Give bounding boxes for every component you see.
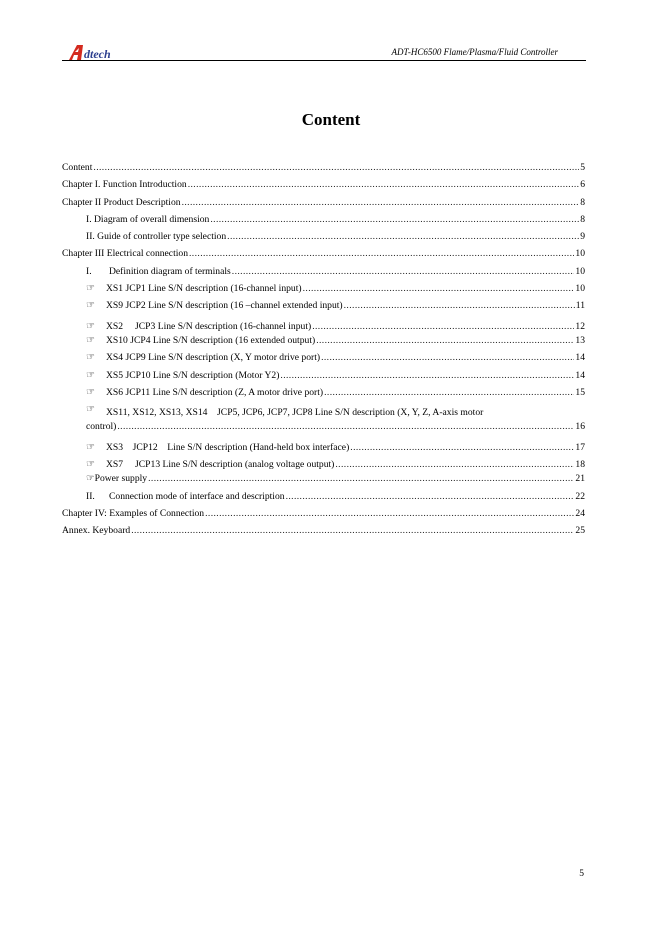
roman-numeral: II. [86,490,95,502]
toc-entry[interactable]: ☞ XS9 JCP2 Line S/N description (16 –channel extended input) ..... 11 [62,300,585,317]
pointing-hand-icon: ☞ [86,320,95,332]
pointing-hand-icon: ☞ [86,283,95,295]
pointing-hand-icon: ☞ [86,441,95,453]
page-number: 5 [579,869,584,879]
toc-entry-wrapped[interactable]: ☞ XS11, XS12, XS13, XS14 JCP5, JCP6, JCP7, JCP8 Line S/N description (X, Y, Z, A-axis motor [86,404,484,419]
toc-entry[interactable]: II. Guide of controller type selection ..... 9 [62,231,585,248]
toc-entry[interactable]: I. Definition diagram of terminals ..... 10 [62,266,585,283]
header-rule [62,60,586,61]
adtech-logo [67,42,137,62]
toc-entry[interactable]: ☞ XS1 JCP1 Line S/N description (16-channel input) ..... 10 [62,283,585,300]
pointing-hand-icon: ☞ [86,386,95,398]
svg-text:dtech: dtech [84,47,111,61]
toc-entry[interactable]: ☞ XS3 JCP12 Line S/N description (Hand-held box interface) ..... 17 [62,439,585,456]
pointing-hand-icon: ☞ [86,352,95,364]
table-of-contents [62,162,585,543]
pointing-hand-icon: ☞ [86,369,95,381]
toc-entry[interactable]: ☞ XS2 JCP3 Line S/N description (16-channel input) ..... 12 [62,318,585,335]
pointing-hand-icon: ☞ [86,404,95,416]
toc-entry[interactable]: Annex. Keyboard ..... 25 [62,525,585,542]
toc-entry[interactable]: ☞ XS6 JCP11 Line S/N description (Z, A motor drive port) ..... 15 [62,387,585,404]
document-title: ADT-HC6500 Flame/Plasma/Fluid Controller [391,47,558,57]
toc-entry[interactable]: ☞ XS7 JCP13 Line S/N description (analog voltage output) ..... 18 [62,456,585,473]
page-title: Content [301,110,361,129]
toc-entry[interactable]: ☞Power supply ..... 21 [62,473,585,490]
roman-numeral: I. [86,265,92,277]
toc-entry[interactable]: ☞ XS5 JCP10 Line S/N description (Motor Y2) ..... 14 [62,370,585,387]
toc-entry[interactable]: Chapter II Product Description ..... 8 [62,197,585,214]
toc-entry[interactable]: Chapter I. Function Introduction ..... 6 [62,179,585,196]
toc-entry[interactable]: ☞ XS10 JCP4 Line S/N description (16 extended output) ..... 13 [62,335,585,352]
toc-entry[interactable]: Chapter IV: Examples of Connection ..... 24 [62,508,585,525]
toc-entry[interactable]: II. Connection mode of interface and description ..... 22 [62,491,585,508]
pointing-hand-icon: ☞ [86,300,95,312]
toc-entry[interactable]: Chapter III Electrical connection ..... 10 [62,248,585,265]
toc-entry[interactable]: ☞ XS4 JCP9 Line S/N description (X, Y motor drive port) ..... 14 [62,352,585,369]
toc-entry[interactable]: Content ..... 5 [62,162,585,179]
pointing-hand-icon: ☞ [86,334,95,346]
pointing-hand-icon: ☞ [86,459,95,471]
toc-entry-continuation[interactable]: control) ..... 16 [62,421,585,438]
toc-entry[interactable]: I. Diagram of overall dimension ..... 8 [62,214,585,231]
pointing-hand-icon: ☞ [86,473,95,485]
